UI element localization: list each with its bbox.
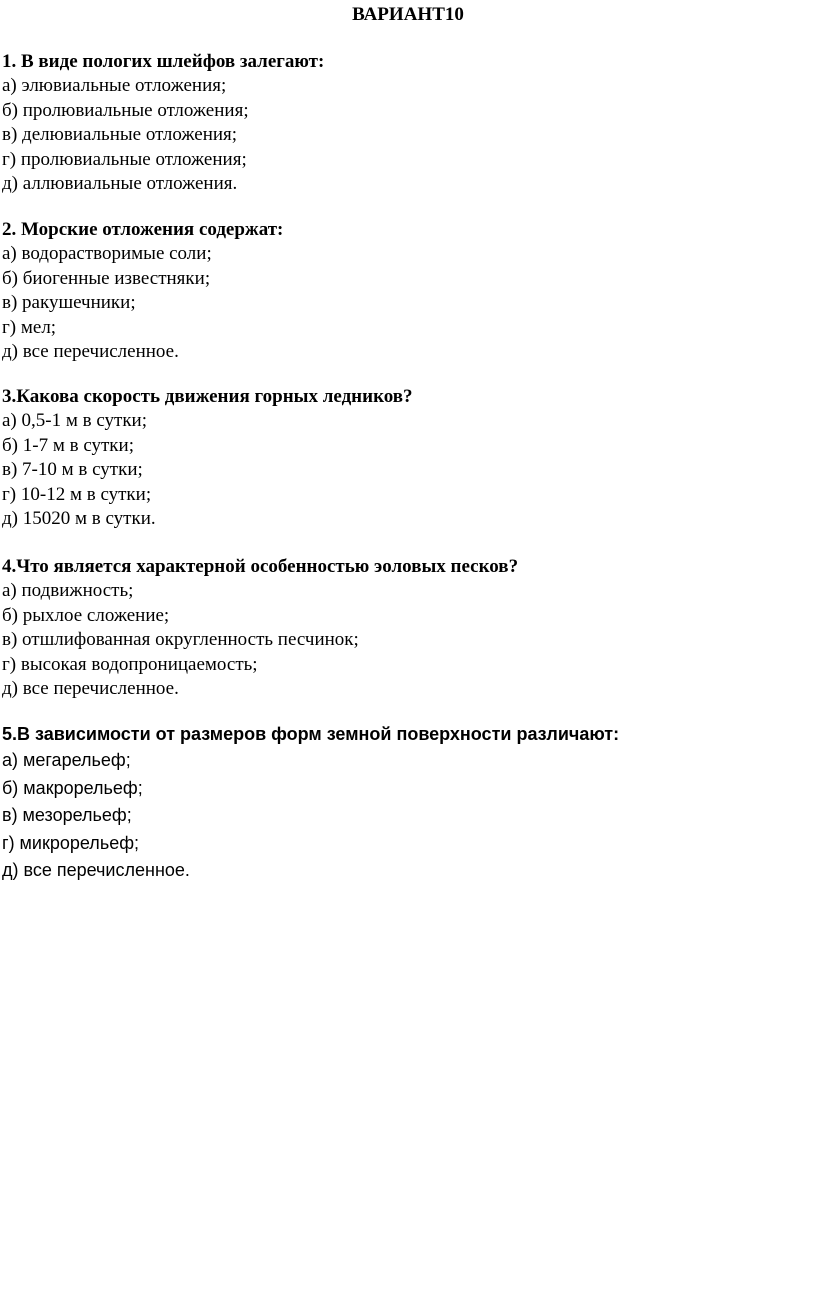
answer-option: а) мегарельеф; — [2, 750, 131, 770]
question-heading: 1. В виде пологих шлейфов залегают: — [2, 51, 325, 72]
answer-option: в) 7-10 м в сутки; — [2, 459, 143, 480]
answer-option: б) макрорельеф; — [2, 777, 143, 798]
answer-option: а) элювиальные отложения; — [2, 75, 227, 96]
answer-option: б) рыхлое сложение; — [2, 604, 170, 626]
answer-option: б) пролювиальные отложения; — [2, 99, 249, 121]
question-1 — [2, 50, 814, 197]
answer-option: в) ракушечники; — [2, 292, 136, 313]
answer-option: д) все перечисленное. — [2, 860, 190, 880]
answer-option: в) делювиальные отложения; — [2, 124, 238, 145]
answer-option: д) все перечисленное. — [2, 678, 179, 699]
answer-option: г) высокая водопроницаемость; — [2, 653, 258, 675]
question-heading: 5.В зависимости от размеров форм земной поверхности различают: — [2, 724, 620, 744]
question-heading: 2. Морские отложения содержат: — [2, 219, 284, 240]
answer-option: а) подвижность; — [2, 580, 134, 601]
question-heading: 4.Что является характерной особенностью эоловых песков? — [2, 556, 519, 577]
question-3 — [2, 385, 814, 532]
answer-option: б) биогенные известняки; — [2, 267, 211, 289]
answer-option: в) отшлифованная округленность песчинок; — [2, 629, 359, 650]
answer-option: а) 0,5-1 м в сутки; — [2, 410, 147, 431]
answer-option: г) микрорельеф; — [2, 832, 140, 853]
answer-option: д) аллювиальные отложения. — [2, 173, 238, 194]
question-4 — [2, 555, 814, 702]
answer-option: б) 1-7 м в сутки; — [2, 434, 134, 456]
answer-option: в) мезорельеф; — [2, 805, 132, 825]
variant-title: ВАРИАНТ10 — [352, 4, 464, 25]
answer-option: г) 10-12 м в сутки; — [2, 483, 152, 505]
question-5 — [2, 722, 814, 885]
question-2 — [2, 218, 814, 365]
answer-option: д) 15020 м в сутки. — [2, 508, 156, 529]
answer-option: г) мел; — [2, 316, 57, 338]
question-heading: 3.Какова скорость движения горных ледников? — [2, 386, 413, 407]
answer-option: д) все перечисленное. — [2, 341, 179, 362]
answer-option: а) водорастворимые соли; — [2, 243, 212, 264]
answer-option: г) пролювиальные отложения; — [2, 148, 247, 170]
